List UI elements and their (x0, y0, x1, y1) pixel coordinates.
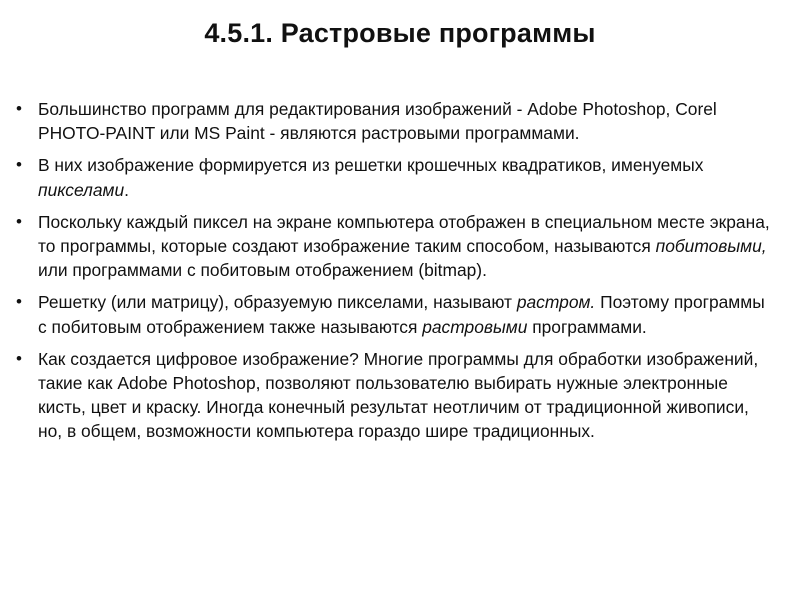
italic-term-raster: растром. (516, 292, 596, 313)
italic-term-raster-programs: растровыми (422, 316, 528, 337)
bullet-item-4: • Решетку (или матрицу), образуемую пикселами, называют растром. Поэтому программы с побитовым отображением также называются растровыми программами. (14, 290, 774, 338)
bullet-item-5: • Как создается цифровое изображение? Многие программы для обработки изображений, такие как Adobe Photoshop, позволяют пользователю выбирать нужные электронные кисть, цвет и краску. Иногда конечный результат неотличим от традиционной живописи, но, в общем, возможности компьютера гораздо шире традиционных. (14, 347, 774, 444)
bullet-item-3: • Поскольку каждый пиксел на экране компьютера отображен в специальном месте экрана, то программы, которые создают изображение таким способом, называются побитовыми, или программами с побитовым отображением (bitmap). (14, 210, 774, 283)
italic-term-pixels: пикселами (38, 179, 125, 200)
bullet-item-1: • Большинство программ для редактирования изображений - Adobe Photoshop, Corel PHOTO-PAINT или MS Paint - являются растровыми программами. (14, 97, 774, 145)
bullet-list (14, 97, 774, 452)
bullet-item-2: • В них изображение формируется из решетки крошечных квадратиков, именуемых пикселами. (14, 153, 774, 201)
slide-title: 4.5.1. Растровые программы (204, 18, 596, 48)
italic-term-bitwise: побитовыми, (655, 236, 767, 257)
